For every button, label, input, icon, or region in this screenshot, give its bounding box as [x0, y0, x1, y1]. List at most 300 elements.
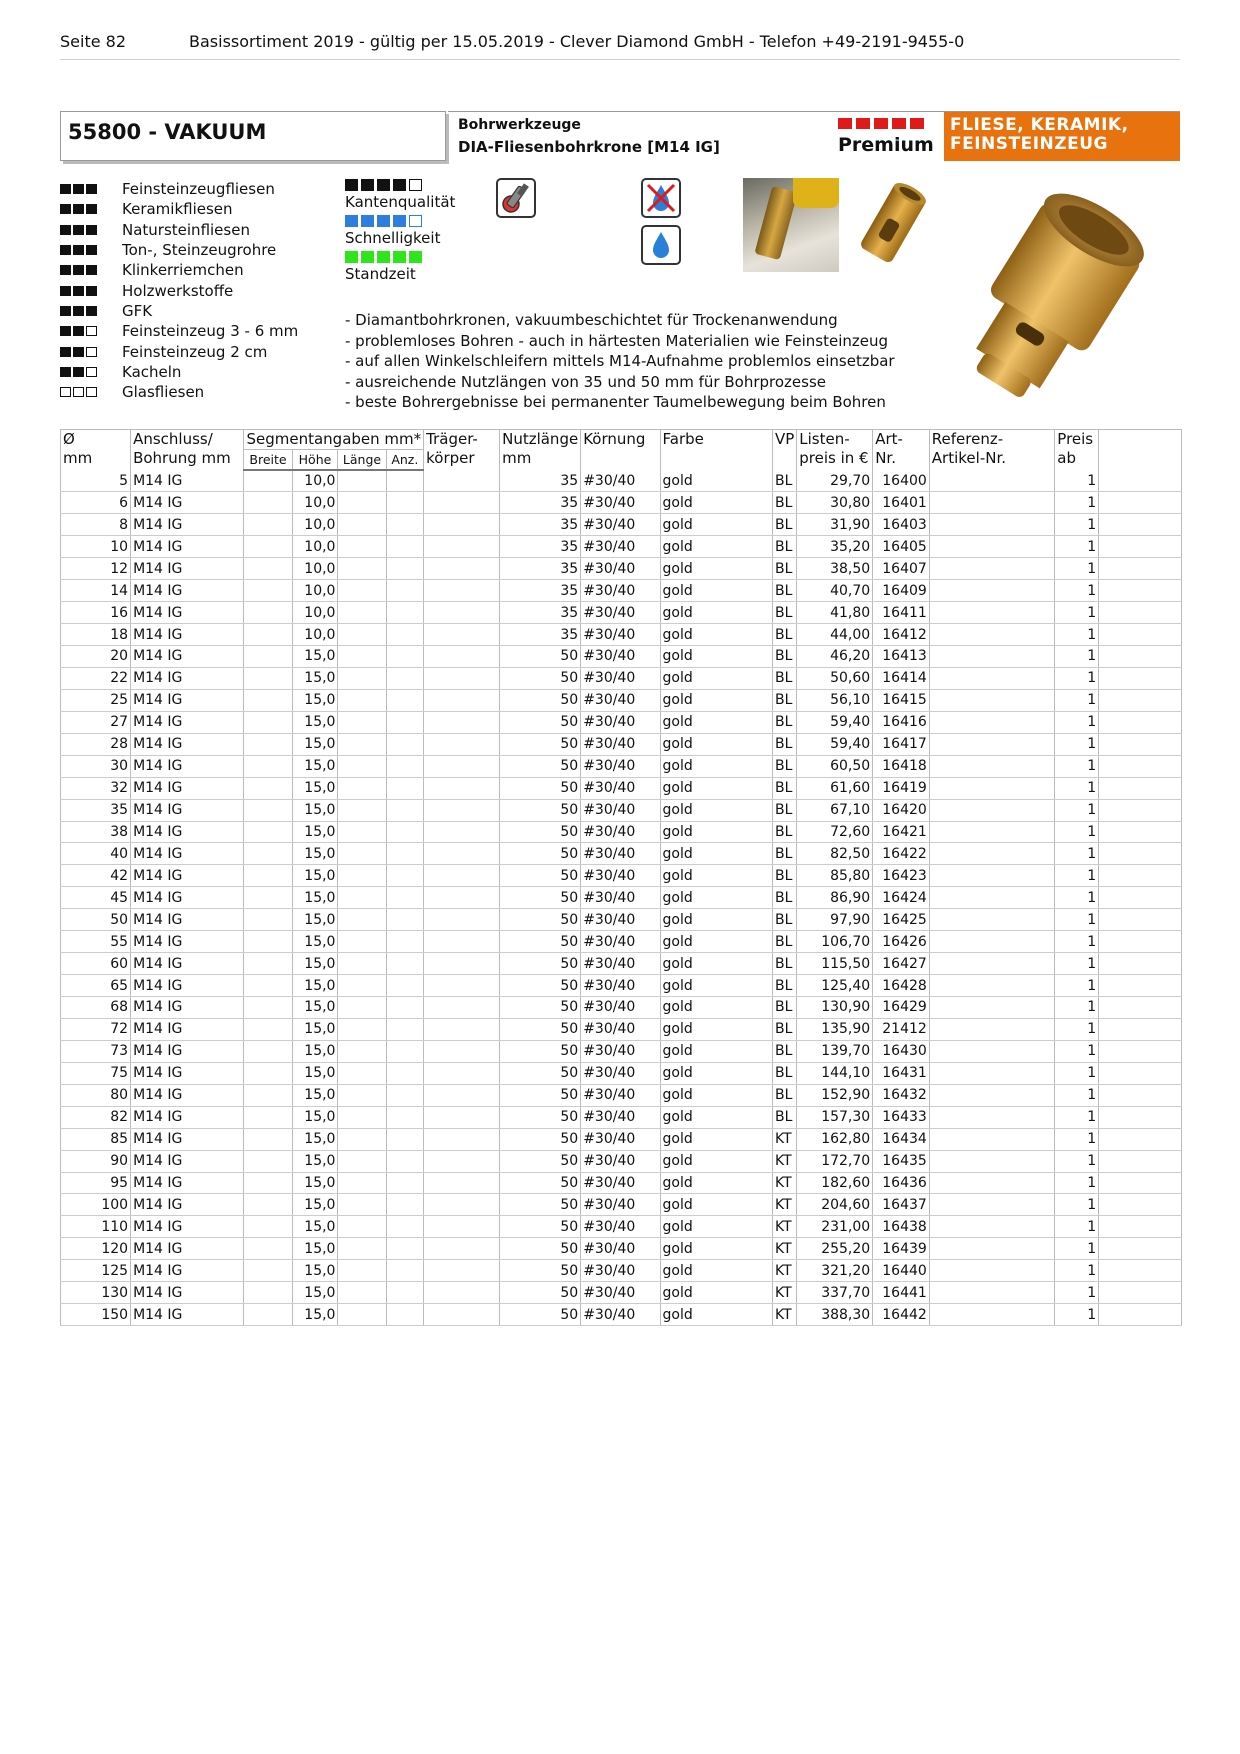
- table-cell: 16435: [873, 1150, 930, 1172]
- table-cell: M14 IG: [131, 558, 244, 580]
- table-cell: [424, 558, 500, 580]
- table-cell: 35: [61, 799, 131, 821]
- table-cell: 21412: [873, 1018, 930, 1040]
- table-cell: [1099, 1040, 1182, 1062]
- table-cell: 1: [1055, 843, 1099, 865]
- table-cell: [424, 931, 500, 953]
- table-cell: [929, 997, 1055, 1019]
- rating-label: Kantenqualität: [345, 193, 456, 211]
- table-cell: gold: [660, 1062, 772, 1084]
- table-cell: [386, 1150, 424, 1172]
- table-cell: [929, 1106, 1055, 1128]
- table-cell: M14 IG: [131, 711, 244, 733]
- col-vp: VP: [772, 430, 796, 471]
- material-item: [60, 260, 298, 280]
- table-cell: gold: [660, 1084, 772, 1106]
- table-cell: BL: [772, 821, 796, 843]
- suitability-squares-icon: [60, 265, 118, 275]
- table-cell: [244, 1216, 292, 1238]
- table-cell: 182,60: [797, 1172, 873, 1194]
- product-title: 55800 - VAKUUM: [60, 111, 446, 161]
- col-art: Art- Nr.: [873, 430, 930, 471]
- table-cell: [386, 667, 424, 689]
- table-cell: [1099, 1194, 1182, 1216]
- table-cell: BL: [772, 624, 796, 646]
- table-cell: 16405: [873, 536, 930, 558]
- table-cell: [244, 975, 292, 997]
- table-cell: M14 IG: [131, 602, 244, 624]
- table-cell: 16416: [873, 711, 930, 733]
- table-cell: gold: [660, 931, 772, 953]
- rating-bar: [345, 179, 455, 193]
- table-cell: BL: [772, 1084, 796, 1106]
- table-cell: [386, 624, 424, 646]
- table-cell: #30/40: [581, 1040, 660, 1062]
- table-cell: [424, 514, 500, 536]
- table-cell: 16418: [873, 755, 930, 777]
- table-cell: [244, 470, 292, 492]
- table-cell: [929, 953, 1055, 975]
- table-cell: 1: [1055, 733, 1099, 755]
- table-cell: [1099, 536, 1182, 558]
- table-cell: [386, 1238, 424, 1260]
- material-item: [60, 240, 298, 260]
- table-cell: #30/40: [581, 1260, 660, 1282]
- table-cell: 1: [1055, 711, 1099, 733]
- table-cell: gold: [660, 799, 772, 821]
- table-row: [61, 1216, 1182, 1238]
- table-cell: M14 IG: [131, 843, 244, 865]
- table-cell: M14 IG: [131, 821, 244, 843]
- table-cell: #30/40: [581, 799, 660, 821]
- table-cell: 1: [1055, 1040, 1099, 1062]
- table-cell: 50: [500, 909, 581, 931]
- table-cell: gold: [660, 909, 772, 931]
- table-cell: gold: [660, 536, 772, 558]
- table-cell: 60,50: [797, 755, 873, 777]
- table-cell: 1: [1055, 1018, 1099, 1040]
- col-seg: Segmentangaben mm*: [244, 430, 424, 450]
- table-cell: M14 IG: [131, 580, 244, 602]
- category-sub: DIA-Fliesenbohrkrone [M14 IG]: [458, 138, 720, 156]
- table-cell: #30/40: [581, 755, 660, 777]
- table-cell: [424, 1260, 500, 1282]
- table-cell: [386, 975, 424, 997]
- table-row: [61, 799, 1182, 821]
- description-line: - problemloses Bohren - auch in härtesten Materialien wie Feinsteinzeug: [345, 331, 889, 350]
- table-cell: [386, 1084, 424, 1106]
- suitability-squares-icon: [60, 184, 118, 194]
- table-row: [61, 1282, 1182, 1304]
- table-row: [61, 492, 1182, 514]
- description-line: - auf allen Winkelschleifern mittels M14-Aufnahme problemlos einsetzbar: [345, 352, 895, 370]
- table-cell: #30/40: [581, 1238, 660, 1260]
- table-cell: KT: [772, 1216, 796, 1238]
- table-cell: BL: [772, 755, 796, 777]
- material-label: Feinsteinzeug 3 - 6 mm: [122, 322, 299, 341]
- table-cell: [424, 975, 500, 997]
- table-cell: 27: [61, 711, 131, 733]
- table-cell: 65: [61, 975, 131, 997]
- table-cell: M14 IG: [131, 536, 244, 558]
- table-cell: 16442: [873, 1304, 930, 1326]
- table-cell: 30: [61, 755, 131, 777]
- material-label: Klinkerriemchen: [122, 261, 244, 280]
- table-cell: [424, 777, 500, 799]
- table-cell: 16439: [873, 1238, 930, 1260]
- table-cell: 97,90: [797, 909, 873, 931]
- table-cell: [424, 1304, 500, 1326]
- table-cell: #30/40: [581, 711, 660, 733]
- table-cell: BL: [772, 646, 796, 668]
- table-cell: 8: [61, 514, 131, 536]
- table-cell: [338, 755, 386, 777]
- table-cell: [1099, 689, 1182, 711]
- table-cell: [338, 1304, 386, 1326]
- table-cell: [244, 1084, 292, 1106]
- table-cell: #30/40: [581, 909, 660, 931]
- description-line: - Diamantbohrkronen, vakuumbeschichtet für Trockenanwendung: [345, 311, 838, 329]
- table-cell: [1099, 558, 1182, 580]
- table-cell: BL: [772, 602, 796, 624]
- table-cell: M14 IG: [131, 1304, 244, 1326]
- table-cell: 15,0: [292, 887, 338, 909]
- table-cell: 25: [61, 689, 131, 711]
- table-cell: [244, 492, 292, 514]
- col-conn: Anschluss/ Bohrung mm: [131, 430, 244, 471]
- table-cell: [1099, 909, 1182, 931]
- table-cell: 18: [61, 624, 131, 646]
- table-cell: M14 IG: [131, 1040, 244, 1062]
- table-cell: 115,50: [797, 953, 873, 975]
- table-cell: [424, 821, 500, 843]
- table-cell: 16436: [873, 1172, 930, 1194]
- table-cell: #30/40: [581, 821, 660, 843]
- table-cell: 42: [61, 865, 131, 887]
- rating-bar: [345, 251, 455, 265]
- table-cell: [338, 1040, 386, 1062]
- table-cell: BL: [772, 711, 796, 733]
- table-cell: [929, 470, 1055, 492]
- table-cell: [929, 1216, 1055, 1238]
- table-cell: 16434: [873, 1128, 930, 1150]
- table-cell: BL: [772, 953, 796, 975]
- table-cell: [1099, 1260, 1182, 1282]
- table-cell: [1099, 646, 1182, 668]
- table-cell: 15,0: [292, 1172, 338, 1194]
- table-cell: BL: [772, 931, 796, 953]
- table-cell: 35: [500, 514, 581, 536]
- table-cell: 75: [61, 1062, 131, 1084]
- table-cell: [244, 997, 292, 1019]
- table-cell: 15,0: [292, 843, 338, 865]
- material-item: [60, 199, 298, 219]
- table-cell: [1099, 733, 1182, 755]
- table-cell: 50: [500, 1304, 581, 1326]
- table-cell: 50: [500, 843, 581, 865]
- table-cell: 1: [1055, 931, 1099, 953]
- col-koernung: Körnung: [581, 430, 660, 471]
- table-cell: 16415: [873, 689, 930, 711]
- table-cell: M14 IG: [131, 1216, 244, 1238]
- table-cell: 337,70: [797, 1282, 873, 1304]
- table-cell: 16409: [873, 580, 930, 602]
- table-cell: BL: [772, 1106, 796, 1128]
- table-cell: 15,0: [292, 1216, 338, 1238]
- table-cell: BL: [772, 843, 796, 865]
- col-dia: Ø mm: [61, 430, 131, 471]
- table-cell: [1099, 953, 1182, 975]
- table-cell: 20: [61, 646, 131, 668]
- table-cell: [424, 1040, 500, 1062]
- table-cell: 15,0: [292, 997, 338, 1019]
- table-cell: [244, 667, 292, 689]
- table-cell: #30/40: [581, 580, 660, 602]
- table-cell: [338, 1238, 386, 1260]
- table-cell: [338, 646, 386, 668]
- table-cell: [1099, 711, 1182, 733]
- table-cell: 162,80: [797, 1128, 873, 1150]
- table-cell: [386, 1106, 424, 1128]
- table-cell: 50: [500, 975, 581, 997]
- table-cell: [244, 953, 292, 975]
- table-cell: M14 IG: [131, 931, 244, 953]
- table-cell: 50: [500, 733, 581, 755]
- table-cell: 16: [61, 602, 131, 624]
- table-row: [61, 624, 1182, 646]
- material-item: [60, 220, 298, 240]
- table-cell: [1099, 1282, 1182, 1304]
- table-cell: [1099, 755, 1182, 777]
- table-cell: 50: [500, 777, 581, 799]
- table-cell: [244, 1238, 292, 1260]
- table-cell: 50: [500, 1150, 581, 1172]
- suitability-squares-icon: [60, 225, 118, 235]
- table-cell: 204,60: [797, 1194, 873, 1216]
- table-cell: 46,20: [797, 646, 873, 668]
- table-cell: 50: [500, 1216, 581, 1238]
- table-cell: 106,70: [797, 931, 873, 953]
- table-cell: BL: [772, 536, 796, 558]
- table-cell: [244, 558, 292, 580]
- table-cell: [338, 1106, 386, 1128]
- col-ref: Referenz- Artikel-Nr.: [929, 430, 1055, 471]
- table-cell: #30/40: [581, 1304, 660, 1326]
- table-cell: [929, 624, 1055, 646]
- table-cell: M14 IG: [131, 470, 244, 492]
- table-cell: 15,0: [292, 1282, 338, 1304]
- table-cell: [929, 1084, 1055, 1106]
- table-cell: [929, 602, 1055, 624]
- table-cell: 59,40: [797, 711, 873, 733]
- table-cell: 16440: [873, 1260, 930, 1282]
- table-cell: [424, 1238, 500, 1260]
- table-cell: [338, 602, 386, 624]
- table-cell: 15,0: [292, 953, 338, 975]
- table-cell: 15,0: [292, 931, 338, 953]
- table-cell: 28: [61, 733, 131, 755]
- material-item: [60, 362, 298, 382]
- table-cell: M14 IG: [131, 1172, 244, 1194]
- table-cell: 1: [1055, 799, 1099, 821]
- material-label: Keramikfliesen: [122, 200, 233, 219]
- suitability-squares-icon: [60, 326, 118, 336]
- table-cell: 10: [61, 536, 131, 558]
- table-row: [61, 1128, 1182, 1150]
- table-cell: 15,0: [292, 1062, 338, 1084]
- table-cell: [386, 843, 424, 865]
- no-water-icon: [641, 178, 681, 218]
- table-cell: [338, 536, 386, 558]
- table-cell: 139,70: [797, 1040, 873, 1062]
- col-ab: Preis ab: [1055, 430, 1099, 471]
- col-breite: Breite: [244, 450, 292, 471]
- table-row: [61, 470, 1182, 492]
- table-cell: [386, 1282, 424, 1304]
- table-cell: [424, 755, 500, 777]
- table-cell: 10,0: [292, 624, 338, 646]
- table-cell: 15,0: [292, 733, 338, 755]
- table-cell: gold: [660, 821, 772, 843]
- table-cell: 38: [61, 821, 131, 843]
- table-cell: 35: [500, 492, 581, 514]
- table-cell: [1099, 1172, 1182, 1194]
- material-label: GFK: [122, 301, 153, 320]
- table-cell: #30/40: [581, 1128, 660, 1150]
- table-cell: BL: [772, 975, 796, 997]
- table-row: [61, 1238, 1182, 1260]
- table-cell: gold: [660, 1106, 772, 1128]
- table-cell: gold: [660, 975, 772, 997]
- table-row: [61, 909, 1182, 931]
- table-cell: [244, 1062, 292, 1084]
- table-cell: gold: [660, 1304, 772, 1326]
- table-cell: 1: [1055, 997, 1099, 1019]
- table-cell: [244, 887, 292, 909]
- table-cell: [244, 1194, 292, 1216]
- table-row: [61, 887, 1182, 909]
- table-cell: 1: [1055, 1150, 1099, 1172]
- table-cell: BL: [772, 799, 796, 821]
- table-cell: 29,70: [797, 470, 873, 492]
- table-cell: 15,0: [292, 909, 338, 931]
- table-cell: gold: [660, 1216, 772, 1238]
- table-cell: [424, 799, 500, 821]
- table-row: [61, 1194, 1182, 1216]
- table-cell: [338, 1062, 386, 1084]
- table-cell: 16430: [873, 1040, 930, 1062]
- table-cell: 157,30: [797, 1106, 873, 1128]
- table-row: [61, 1040, 1182, 1062]
- table-cell: 72: [61, 1018, 131, 1040]
- table-cell: BL: [772, 733, 796, 755]
- table-cell: [929, 492, 1055, 514]
- table-cell: 50: [500, 755, 581, 777]
- table-cell: gold: [660, 733, 772, 755]
- table-cell: [929, 1282, 1055, 1304]
- banner-line-2: FEINSTEINZEUG: [950, 134, 1108, 154]
- table-cell: 1: [1055, 602, 1099, 624]
- table-cell: [386, 514, 424, 536]
- table-cell: [424, 711, 500, 733]
- table-cell: 10,0: [292, 492, 338, 514]
- table-cell: 16429: [873, 997, 930, 1019]
- material-item: [60, 321, 298, 341]
- table-cell: 1: [1055, 1194, 1099, 1216]
- table-cell: 15,0: [292, 1194, 338, 1216]
- table-cell: BL: [772, 667, 796, 689]
- table-cell: [244, 580, 292, 602]
- table-cell: [424, 1062, 500, 1084]
- table-cell: 15,0: [292, 1084, 338, 1106]
- banner-line-1: FLIESE, KERAMIK,: [950, 115, 1129, 135]
- table-cell: [1099, 492, 1182, 514]
- table-cell: gold: [660, 711, 772, 733]
- table-cell: 15,0: [292, 1304, 338, 1326]
- table-cell: BL: [772, 865, 796, 887]
- table-cell: gold: [660, 755, 772, 777]
- table-cell: 16401: [873, 492, 930, 514]
- table-cell: [338, 580, 386, 602]
- table-row: [61, 667, 1182, 689]
- table-cell: [424, 1150, 500, 1172]
- table-cell: [1099, 887, 1182, 909]
- table-cell: [386, 492, 424, 514]
- table-cell: [386, 580, 424, 602]
- table-cell: 35: [500, 470, 581, 492]
- table-cell: [338, 1128, 386, 1150]
- table-cell: 85,80: [797, 865, 873, 887]
- table-cell: [338, 689, 386, 711]
- table-cell: 120: [61, 1238, 131, 1260]
- table-cell: 50: [61, 909, 131, 931]
- table-cell: 61,60: [797, 777, 873, 799]
- table-row: [61, 733, 1182, 755]
- table-cell: [244, 1260, 292, 1282]
- table-cell: gold: [660, 953, 772, 975]
- table-row: [61, 975, 1182, 997]
- table-cell: 10,0: [292, 580, 338, 602]
- table-cell: [338, 1172, 386, 1194]
- table-cell: gold: [660, 1260, 772, 1282]
- table-cell: 1: [1055, 887, 1099, 909]
- table-cell: 15,0: [292, 667, 338, 689]
- table-cell: 50: [500, 931, 581, 953]
- rating-bar: [345, 215, 455, 229]
- table-cell: 135,90: [797, 1018, 873, 1040]
- table-cell: 44,00: [797, 624, 873, 646]
- table-cell: 16407: [873, 558, 930, 580]
- table-cell: [1099, 470, 1182, 492]
- table-cell: [338, 953, 386, 975]
- table-cell: 1: [1055, 1128, 1099, 1150]
- table-cell: gold: [660, 1282, 772, 1304]
- table-cell: gold: [660, 1128, 772, 1150]
- table-cell: 50: [500, 865, 581, 887]
- table-cell: [929, 865, 1055, 887]
- table-cell: [386, 536, 424, 558]
- table-cell: [1099, 1304, 1182, 1326]
- table-cell: 152,90: [797, 1084, 873, 1106]
- table-cell: [338, 931, 386, 953]
- table-cell: gold: [660, 492, 772, 514]
- table-cell: M14 IG: [131, 1282, 244, 1304]
- table-cell: BL: [772, 580, 796, 602]
- table-cell: [386, 470, 424, 492]
- table-cell: [244, 755, 292, 777]
- table-cell: 1: [1055, 1238, 1099, 1260]
- table-cell: 38,50: [797, 558, 873, 580]
